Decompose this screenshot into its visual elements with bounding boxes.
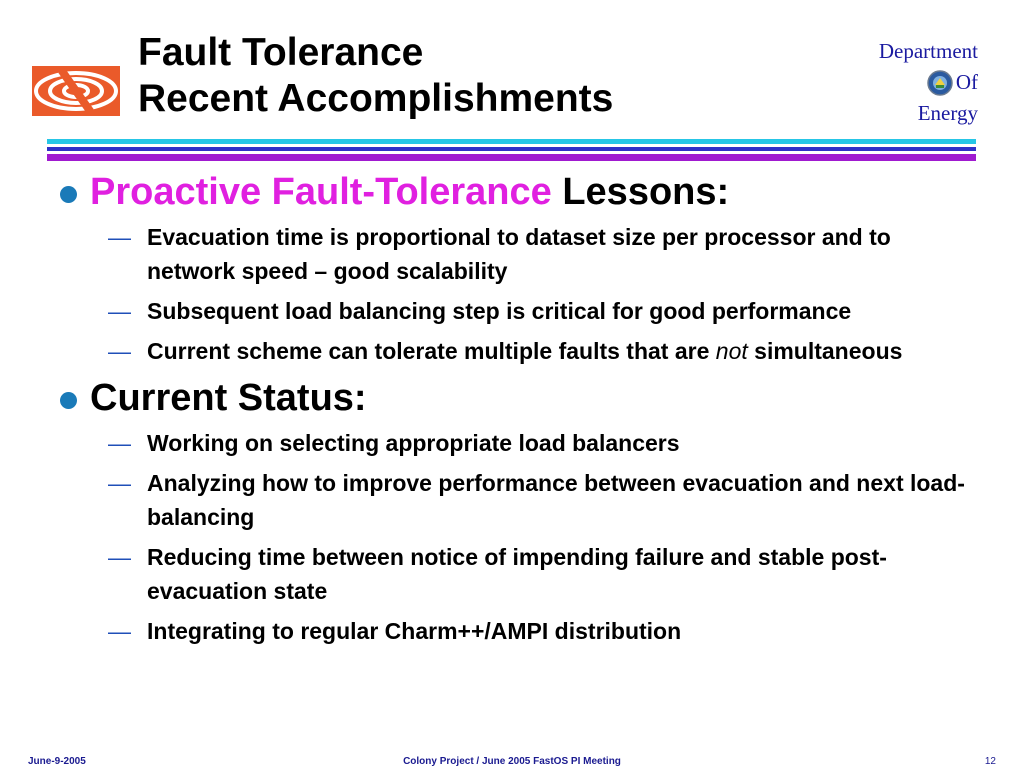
colony-logo — [32, 66, 120, 116]
dash-marker: — — [108, 544, 131, 570]
doe-line-1: Department — [878, 39, 978, 63]
sub-item-text: Analyzing how to improve performance between evacuation and next load-balancing — [147, 470, 965, 530]
doe-logo — [879, 36, 978, 129]
sub-item-text: Current scheme can tolerate multiple faults that are — [147, 338, 716, 364]
title-line-2: Recent Accomplishments — [138, 77, 614, 120]
sub-item-text: Reducing time between notice of impending failure and stable post-evacuation state — [147, 544, 887, 604]
dash-marker: — — [108, 430, 131, 456]
sub-item — [58, 294, 978, 328]
page-number: 12 — [984, 756, 996, 767]
slide-content — [58, 168, 978, 654]
bullet-highlight: Proactive Fault-Tolerance — [90, 171, 552, 213]
header-rule-cyan — [47, 139, 976, 144]
sub-item — [58, 466, 978, 534]
dash-marker: — — [108, 224, 131, 250]
sub-item — [58, 334, 978, 368]
dash-marker: — — [108, 338, 131, 364]
sub-item-text: Evacuation time is proportional to dataset size per processor and to network speed – good scalability — [147, 224, 891, 284]
sub-item — [58, 614, 978, 648]
sub-item — [58, 426, 978, 460]
bullet-proactive-lessons — [58, 168, 978, 216]
header-rule-purple — [47, 154, 976, 161]
sub-list-lessons — [58, 220, 978, 368]
dash-marker: — — [108, 618, 131, 644]
sub-item-italic: not — [715, 338, 748, 364]
sub-item-text: Integrating to regular Charm++/AMPI distribution — [147, 618, 682, 644]
footer-center: Colony Project / June 2005 FastOS PI Meeting — [403, 756, 621, 767]
sub-item — [58, 540, 978, 608]
bullet-current-status — [58, 374, 978, 422]
sub-item-text: Subsequent load balancing step is critical for good performance — [147, 298, 852, 324]
bullet-heading: Lessons: — [551, 171, 730, 213]
dash-marker: — — [108, 470, 131, 496]
bullet-dot — [60, 392, 77, 409]
sub-item-text-after: simultaneous — [747, 338, 903, 364]
sub-item-text: Working on selecting appropriate load balancers — [147, 430, 680, 456]
doe-row-2 — [879, 67, 978, 98]
bullet-dot — [60, 186, 77, 203]
slide-title — [138, 30, 613, 122]
title-line-1: Fault Tolerance — [138, 31, 424, 74]
sub-list-status — [58, 426, 978, 648]
doe-line-3: Energy — [917, 101, 978, 125]
sub-item — [58, 220, 978, 288]
bullet-heading: Current Status: — [90, 377, 367, 419]
footer-date: June-9-2005 — [28, 756, 86, 767]
doe-seal-icon — [927, 70, 953, 96]
dash-marker: — — [108, 298, 131, 324]
header-rule-blue — [47, 147, 976, 151]
doe-line-2: Of — [955, 70, 978, 94]
